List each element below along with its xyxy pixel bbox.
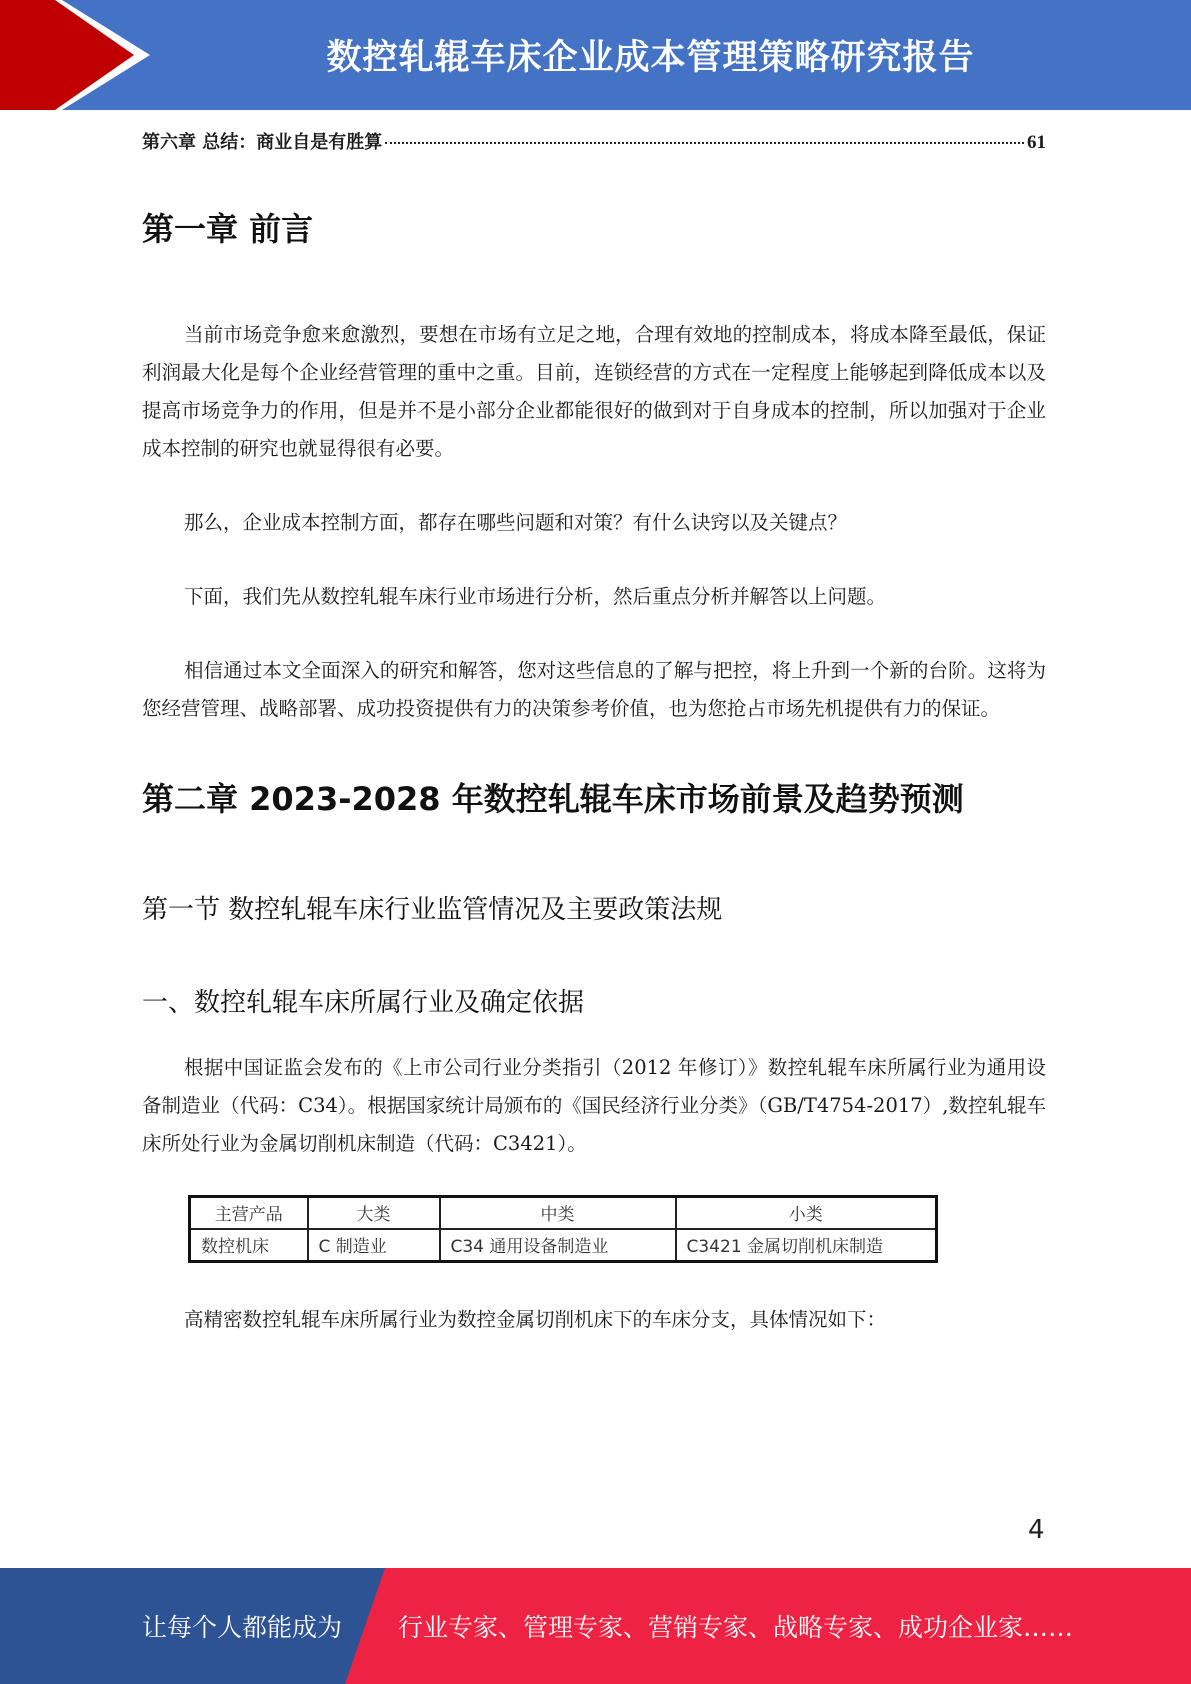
toc-entry-page: 61 [1027,132,1046,153]
table-header-cell: 小类 [676,1196,937,1229]
lathe-branch-paragraph: 高精密数控轧辊车床所属行业为数控金属切削机床下的车床分支，具体情况如下： [184,1307,887,1331]
chapter-1-paragraph: 下面，我们先从数控轧辊车床行业市场进行分析，然后重点分析并解答以上问题。 [184,585,887,609]
table-cell: C34 通用设备制造业 [440,1229,676,1262]
table-cell: 数控机床 [190,1229,308,1262]
toc-dot-leader [385,142,1024,144]
toc-entry[interactable] [142,128,1046,160]
table-header-cell: 大类 [308,1196,440,1229]
industry-classification-paragraph: 根据中国证监会发布的《上市公司行业分类指引（2012 年修订）》数控轧辊车床所属行业为通用设备制造业（代码：C34）。根据国家统计局颁布的《国民经济行业分类》（GB/T4754-2017）,数控轧辊车床所处行业为金属切削机床制造（代码：C3421）。 [142,1055,1046,1155]
footer-slogan-left: 让每个人都能成为 [142,1613,343,1642]
table-header-cell: 中类 [440,1196,676,1229]
classification-table [188,1195,938,1263]
table-cell: C 制造业 [308,1229,440,1262]
header-arrow-icon [0,0,160,110]
chapter-1-heading: 第一章 前言 [142,210,314,248]
chapter-1-paragraph: 当前市场竞争愈来愈激烈，要想在市场有立足之地，合理有效地的控制成本，将成本降至最低，保证利润最大化是每个企业经营管理的重中之重。目前，连锁经营的方式在一定程度上能够起到降低成本以及提高市场竞争力的作用，但是并不是小部分企业都能很好的做到对于自身成本的控制，所以加强对于企业成本控制的研究也就显得很有必要。 [142,323,1046,461]
page-content [142,128,1046,1339]
table-header-row [190,1196,937,1229]
section-heading: 第一节 数控轧辊车床行业监管情况及主要政策法规 [142,894,723,925]
document-title: 数控轧辊车床企业成本管理策略研究报告 [326,38,975,78]
table-row [190,1229,937,1262]
table-header-cell: 主营产品 [190,1196,308,1229]
subsection-heading: 一、数控轧辊车床所属行业及确定依据 [142,987,585,1018]
chapter-1-paragraph: 相信通过本文全面深入的研究和解答，您对这些信息的了解与把控，将上升到一个新的台阶。这将为您经营管理、战略部署、成功投资提供有力的决策参考价值，也为您抢占市场先机提供有力的保证。 [142,659,1046,721]
classification-table-wrapper [188,1195,938,1263]
toc-entry-label: 第六章 总结：商业自是有胜算 [142,132,383,153]
footer-slogan-right: 行业专家、管理专家、营销专家、战略专家、成功企业家…… [398,1613,1074,1642]
header-band [0,0,1191,110]
table-cell: C3421 金属切削机床制造 [676,1229,937,1262]
chapter-2-heading: 第二章 2023-2028 年数控轧辊车床市场前景及趋势预测 [142,780,964,819]
footer-band [0,1568,1191,1684]
page-number: 4 [1028,1515,1045,1545]
chapter-1-paragraph: 那么，企业成本控制方面，都存在哪些问题和对策？有什么诀窍以及关键点？ [184,511,848,535]
